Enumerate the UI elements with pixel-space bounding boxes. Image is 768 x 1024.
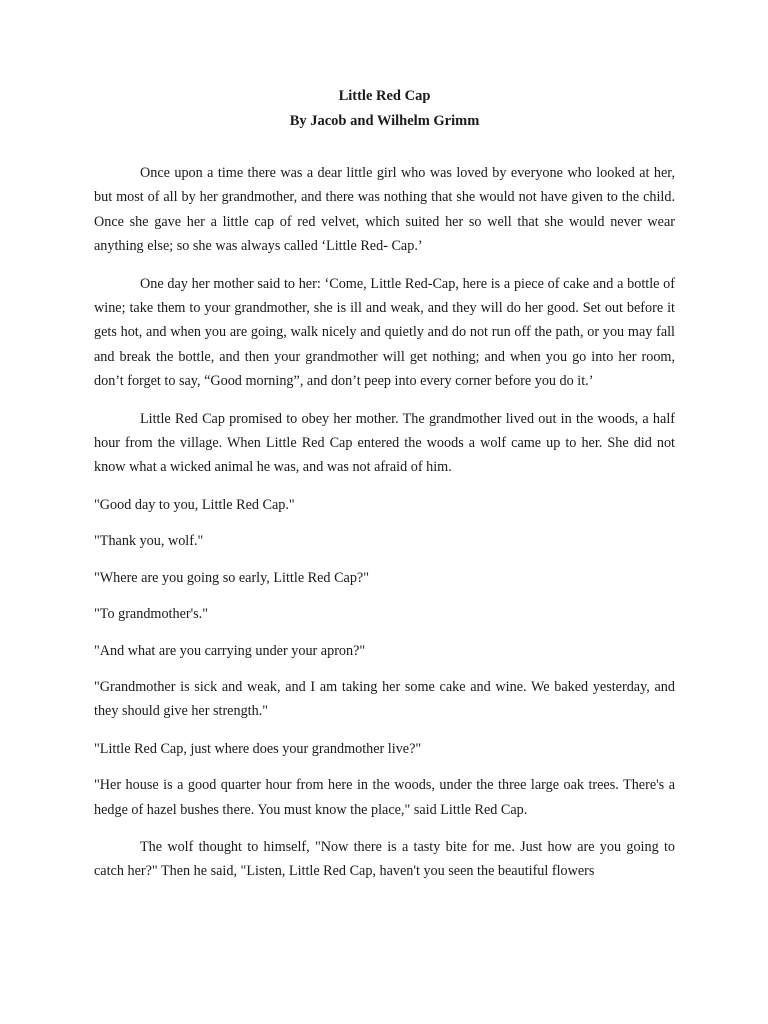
dialogue-line: "To grandmother's." [94,606,209,623]
document-page [94,84,675,897]
dialogue-line: "Good day to you, Little Red Cap." [94,496,295,513]
dialogue-line: "Grandmother is sick and weak, and I am taking her some cake and wine. We baked yesterday, and they should give her strength." [94,678,675,720]
dialogue-line: "Where are you going so early, Little Red Cap?" [94,569,370,586]
dialogue-line: "Thank you, wolf." [94,533,204,550]
dialogue-line: "Her house is a good quarter hour from here in the woods, under the three large oak trees. There's a hedge of hazel bushes there. You must know the place," said Little Red Cap. [94,777,675,818]
paragraph: The wolf thought to himself, "Now there is a tasty bite for me. Just how are you going to catch her?" Then he said, "Listen, Little Red Cap, haven't you seen the beautiful flowers [94,838,675,880]
document-byline: By Jacob and Wilhelm Grimm [289,113,480,129]
dialogue-line: "And what are you carrying under your apron?" [94,642,366,659]
dialogue-line: "Little Red Cap, just where does your grandmother live?" [94,740,422,757]
paragraph: One day her mother said to her: ‘Come, Little Red-Cap, here is a piece of cake and a bottle of wine; take them to your grandmother, she is ill and weak, and they will do her good. Set out before it gets hot, and when you are going, walk nicely and quietly and do not run off the path, or you may fall and break the bottle, and then your grandmother will get nothing; and when you go into her room, don’t forget to say, “Good morning”, and don’t peep into every corner before you do it.’ [94,275,675,390]
document-title: Little Red Cap [338,88,431,104]
paragraph: Once upon a time there was a dear little girl who was loved by everyone who looked at her, but most of all by her grandmother, and there was nothing that she would not have given to the child. Once she gave her a little cap of red velvet, which suited her so well that she would never wear anything else; so she was always called ‘Little Red- Cap.’ [94,165,675,255]
paragraph: Little Red Cap promised to obey her mother. The grandmother lived out in the woods, a half hour from the village. When Little Red Cap entered the woods a wolf came up to her. She did not know what a wicked animal he was, and was not afraid of him. [94,410,675,476]
